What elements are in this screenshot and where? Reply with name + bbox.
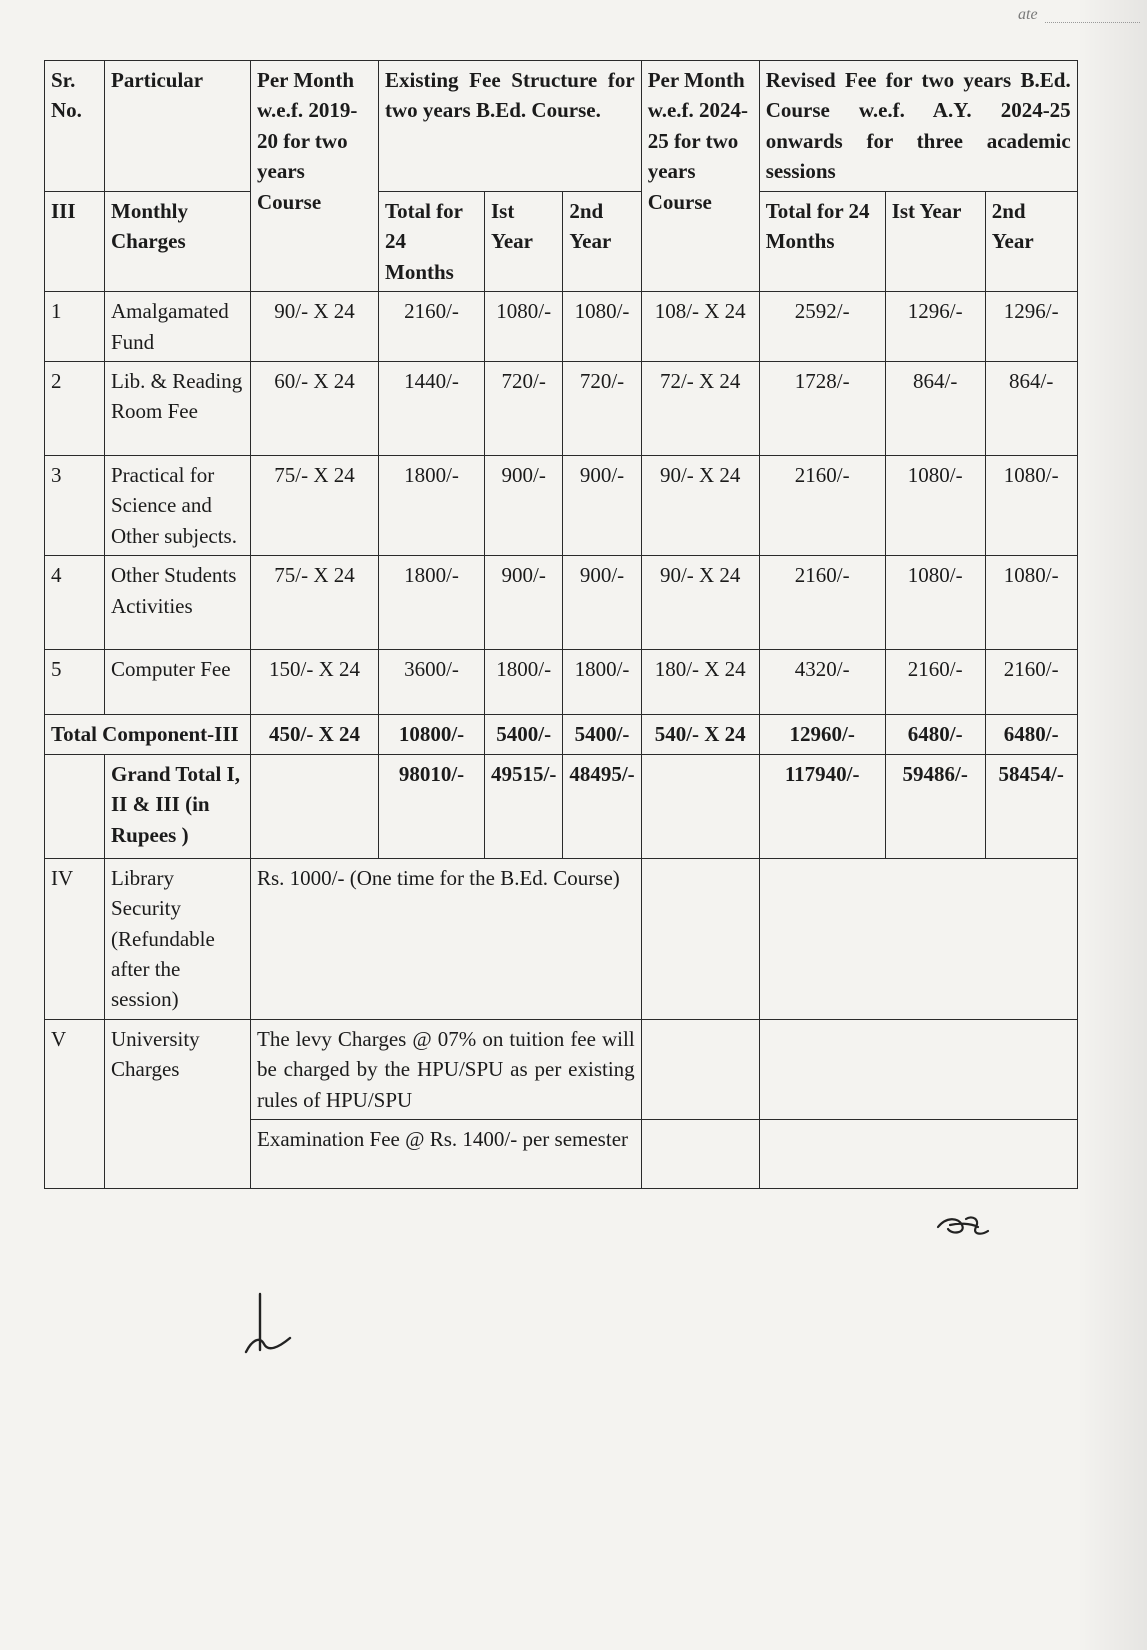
particular-cell: Other Students Activities	[105, 556, 251, 650]
header-particular: Particular	[105, 61, 251, 192]
header-revised-second-year: 2nd Year	[985, 191, 1077, 291]
existing-second-year-cell: 1800/-	[563, 650, 641, 715]
existing-first-year-cell: 900/-	[485, 455, 563, 555]
section-iv-row	[45, 858, 1078, 1019]
section-iv-text: Rs. 1000/- (One time for the B.Ed. Course)	[251, 858, 642, 1019]
section-v-row	[45, 1019, 1078, 1119]
revised-first-year-cell: 1080/-	[885, 556, 985, 650]
section-iv-particular: Library Security (Refundable after the session)	[105, 858, 251, 1019]
existing-first-year-cell: 720/-	[485, 361, 563, 455]
sr-cell: 5	[45, 650, 105, 715]
grand-total-row	[45, 754, 1078, 858]
table-row	[45, 292, 1078, 362]
revised-total-cell: 2160/-	[759, 556, 885, 650]
existing-total-cell: 3600/-	[379, 650, 485, 715]
particular-cell: Computer Fee	[105, 650, 251, 715]
sr-cell: 3	[45, 455, 105, 555]
section-iv-revised-cell	[759, 858, 1077, 1019]
sr-cell: 1	[45, 292, 105, 362]
header-row-2	[45, 191, 1078, 291]
section-v-number: V	[45, 1019, 105, 1188]
existing-total-cell: 1800/-	[379, 455, 485, 555]
revised-first-year-cell: 864/-	[885, 361, 985, 455]
total-component-label: Total Component-III	[45, 715, 251, 754]
existing-second-year-cell: 720/-	[563, 361, 641, 455]
total-existing-first-year: 5400/-	[485, 715, 563, 754]
section-v-exam-empty-cell	[641, 1120, 759, 1189]
grand-total-per-month-2019	[251, 754, 379, 858]
section-v-levy-text: The levy Charges @ 07% on tuition fee will be charged by the HPU/SPU as per existing rules of HPU/SPU	[251, 1019, 642, 1119]
sr-cell: 2	[45, 361, 105, 455]
per-month-2024-cell: 72/- X 24	[641, 361, 759, 455]
total-revised-second-year: 6480/-	[985, 715, 1077, 754]
header-row-1	[45, 61, 1078, 192]
particular-cell: Amalgamated Fund	[105, 292, 251, 362]
total-existing-second-year: 5400/-	[563, 715, 641, 754]
table-row	[45, 361, 1078, 455]
existing-first-year-cell: 900/-	[485, 556, 563, 650]
header-per-month-2019: Per Month w.e.f. 2019-20 for two years Course	[251, 61, 379, 292]
header-revised-first-year: Ist Year	[885, 191, 985, 291]
revised-second-year-cell: 864/-	[985, 361, 1077, 455]
per-month-2019-cell: 90/- X 24	[251, 292, 379, 362]
revised-second-year-cell: 1080/-	[985, 455, 1077, 555]
revised-second-year-cell: 1296/-	[985, 292, 1077, 362]
existing-second-year-cell: 900/-	[563, 556, 641, 650]
per-month-2024-cell: 180/- X 24	[641, 650, 759, 715]
corner-note: ate	[1018, 6, 1038, 23]
particular-cell: Lib. & Reading Room Fee	[105, 361, 251, 455]
existing-first-year-cell: 1080/-	[485, 292, 563, 362]
per-month-2019-cell: 75/- X 24	[251, 556, 379, 650]
revised-first-year-cell: 1080/-	[885, 455, 985, 555]
grand-total-sr-cell	[45, 754, 105, 858]
header-existing-total: Total for 24 Months	[379, 191, 485, 291]
existing-first-year-cell: 1800/-	[485, 650, 563, 715]
section-iv-empty-cell	[641, 858, 759, 1019]
signature-initials	[932, 1205, 992, 1245]
grand-total-revised-total: 117940/-	[759, 754, 885, 858]
table-row	[45, 650, 1078, 715]
header-existing-second-year: 2nd Year	[563, 191, 641, 291]
total-revised-total: 12960/-	[759, 715, 885, 754]
total-component-row	[45, 715, 1078, 754]
existing-second-year-cell: 1080/-	[563, 292, 641, 362]
revised-total-cell: 2160/-	[759, 455, 885, 555]
signature-mark	[238, 1292, 298, 1362]
section-v-particular: University Charges	[105, 1019, 251, 1188]
existing-total-cell: 1800/-	[379, 556, 485, 650]
revised-second-year-cell: 2160/-	[985, 650, 1077, 715]
revised-total-cell: 2592/-	[759, 292, 885, 362]
total-per-month-2024: 540/- X 24	[641, 715, 759, 754]
existing-total-cell: 2160/-	[379, 292, 485, 362]
header-existing-fee-structure: Existing Fee Structure for two years B.Ed. Course.	[379, 61, 642, 192]
existing-second-year-cell: 900/-	[563, 455, 641, 555]
per-month-2019-cell: 60/- X 24	[251, 361, 379, 455]
per-month-2024-cell: 90/- X 24	[641, 455, 759, 555]
revised-total-cell: 1728/-	[759, 361, 885, 455]
section-iii-number: III	[45, 191, 105, 291]
total-per-month-2019: 450/- X 24	[251, 715, 379, 754]
fee-structure-table	[44, 60, 1078, 1189]
existing-total-cell: 1440/-	[379, 361, 485, 455]
grand-total-revised-first-year: 59486/-	[885, 754, 985, 858]
header-existing-first-year: Ist Year	[485, 191, 563, 291]
total-revised-first-year: 6480/-	[885, 715, 985, 754]
grand-total-existing-first-year: 49515/-	[485, 754, 563, 858]
grand-total-per-month-2024	[641, 754, 759, 858]
revised-second-year-cell: 1080/-	[985, 556, 1077, 650]
section-v-exam-text: Examination Fee @ Rs. 1400/- per semester	[251, 1120, 642, 1189]
per-month-2024-cell: 90/- X 24	[641, 556, 759, 650]
section-v-revised-cell	[759, 1019, 1077, 1119]
header-per-month-2024: Per Month w.e.f. 2024-25 for two years Course	[641, 61, 759, 292]
per-month-2019-cell: 150/- X 24	[251, 650, 379, 715]
header-sr-no: Sr. No.	[45, 61, 105, 192]
per-month-2019-cell: 75/- X 24	[251, 455, 379, 555]
grand-total-revised-second-year: 58454/-	[985, 754, 1077, 858]
header-revised-total: Total for 24 Months	[759, 191, 885, 291]
revised-total-cell: 4320/-	[759, 650, 885, 715]
page-edge-shadow	[1077, 0, 1147, 1650]
section-v-empty-cell	[641, 1019, 759, 1119]
section-v-exam-revised-cell	[759, 1120, 1077, 1189]
grand-total-existing-total: 98010/-	[379, 754, 485, 858]
grand-total-label: Grand Total I, II & III (in Rupees )	[105, 754, 251, 858]
per-month-2024-cell: 108/- X 24	[641, 292, 759, 362]
revised-first-year-cell: 2160/-	[885, 650, 985, 715]
revised-first-year-cell: 1296/-	[885, 292, 985, 362]
table-row	[45, 556, 1078, 650]
section-iv-number: IV	[45, 858, 105, 1019]
table-row	[45, 455, 1078, 555]
total-existing-total: 10800/-	[379, 715, 485, 754]
particular-cell: Practical for Science and Other subjects.	[105, 455, 251, 555]
sr-cell: 4	[45, 556, 105, 650]
corner-dotted-line	[1045, 22, 1140, 23]
header-revised-fee: Revised Fee for two years B.Ed. Course w.e.f. A.Y. 2024-25 onwards for three academic sessions	[759, 61, 1077, 192]
grand-total-existing-second-year: 48495/-	[563, 754, 641, 858]
section-iii-label: Monthly Charges	[105, 191, 251, 291]
